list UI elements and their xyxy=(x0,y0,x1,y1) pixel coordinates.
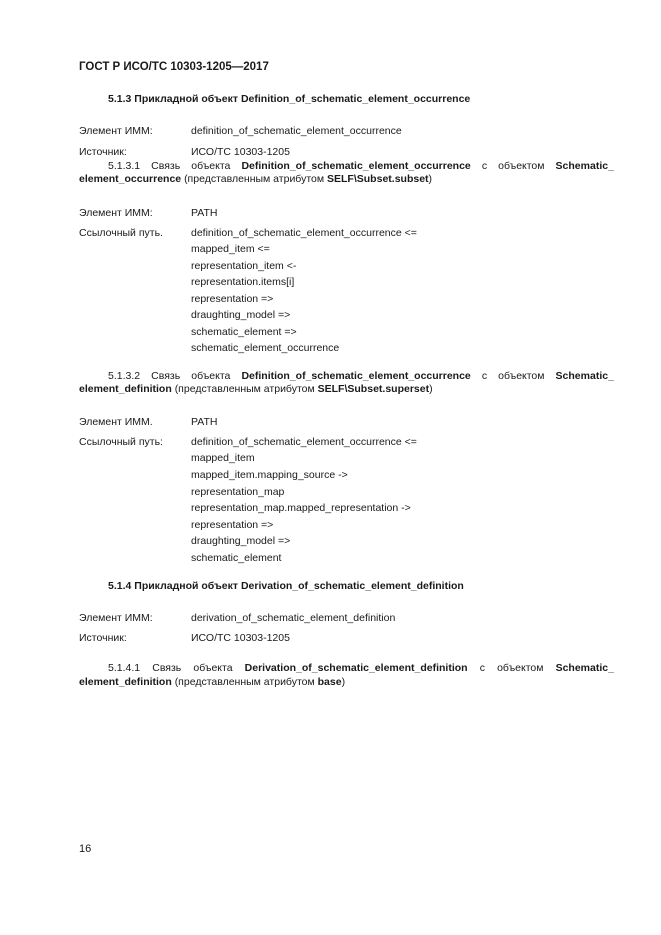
imm-label: Элемент ИММ: xyxy=(79,612,153,624)
paragraph-5-1-3-1-line1 xyxy=(108,160,614,172)
closing-paren: ) xyxy=(428,173,433,185)
path-line: schematic_element_occurrence xyxy=(191,342,340,354)
imm-label: Элемент ИММ: xyxy=(79,207,153,219)
word: объекта xyxy=(191,160,231,172)
path-line: schematic_element => xyxy=(191,326,297,338)
path-line: representation => xyxy=(191,293,274,305)
path-line: representation.items[i] xyxy=(191,276,295,288)
attribute-name: SELF\Subset.superset xyxy=(317,383,430,395)
word: с xyxy=(481,160,488,172)
source-label: Источник: xyxy=(79,632,127,644)
path-line: mapped_item <= xyxy=(191,243,270,255)
word: объектом xyxy=(497,662,544,674)
object-name: Definition_of_schematic_element_occurrence xyxy=(241,160,471,172)
reference-path-label: Ссылочный путь. xyxy=(79,227,163,239)
path-line: schematic_element xyxy=(191,552,282,564)
target-object-part2: element_definition xyxy=(79,383,172,395)
section-5-1-3-title: 5.1.3 Прикладной объект Definition_of_schematic_element_occurrence xyxy=(108,93,471,105)
target-object-part1: Schematic_ xyxy=(555,160,614,172)
imm-label: Элемент ИММ: xyxy=(79,125,153,137)
imm-value: PATH xyxy=(191,207,218,219)
paragraph-5-1-4-1-line2 xyxy=(79,676,614,688)
path-line: mapped_item xyxy=(191,452,255,464)
paragraph-5-1-4-1-line1 xyxy=(108,662,614,674)
attribute-name: SELF\Subset.subset xyxy=(327,173,429,185)
path-line: definition_of_schematic_element_occurrence <= xyxy=(191,436,417,448)
target-object-part2: element_definition xyxy=(79,676,172,688)
object-name: Derivation_of_schematic_element_definition xyxy=(244,662,468,674)
page-number: 16 xyxy=(79,843,92,855)
word: Связь xyxy=(151,160,181,172)
clause-number: 5.1.3.1 xyxy=(108,160,141,172)
word: с xyxy=(479,662,485,674)
path-line: mapped_item.mapping_source -> xyxy=(191,469,348,481)
reference-path-label: Ссылочный путь: xyxy=(79,436,163,448)
imm-value: derivation_of_schematic_element_definition xyxy=(191,612,396,624)
imm-value: PATH xyxy=(191,416,218,428)
paragraph-5-1-3-2-line1 xyxy=(108,370,614,382)
word: Связь xyxy=(152,662,182,674)
word: объектом xyxy=(498,370,545,382)
section-5-1-4-title: 5.1.4 Прикладной объект Derivation_of_schematic_element_definition xyxy=(108,580,464,592)
closing-paren: ) xyxy=(341,676,346,688)
attribute-name: base xyxy=(317,676,342,688)
clause-number: 5.1.3.2 xyxy=(108,370,141,382)
path-line: representation_map.mapped_representation -> xyxy=(191,502,411,514)
path-line: representation_item <- xyxy=(191,260,297,272)
path-line: representation => xyxy=(191,519,274,531)
target-object-part2: element_occurrence xyxy=(79,173,182,185)
clause-number: 5.1.4.1 xyxy=(108,662,141,674)
closing-paren: ) xyxy=(429,383,433,395)
source-label: Источник: xyxy=(79,146,127,158)
object-name: Definition_of_schematic_element_occurrence xyxy=(241,370,471,382)
document-header: ГОСТ Р ИСО/ТС 10303-1205—2017 xyxy=(79,61,269,73)
target-object-part1: Schematic_ xyxy=(555,370,614,382)
target-object-part1: Schematic_ xyxy=(555,662,614,674)
paragraph-5-1-3-1-line2 xyxy=(79,173,614,185)
path-line: draughting_model => xyxy=(191,309,291,321)
attribute-intro: (представленным атрибутом xyxy=(174,676,315,688)
word: объекта xyxy=(193,662,233,674)
path-line: definition_of_schematic_element_occurrence <= xyxy=(191,227,417,239)
attribute-intro: (представленным атрибутом xyxy=(174,383,315,395)
imm-label: Элемент ИММ. xyxy=(79,416,153,428)
word: Связь xyxy=(151,370,181,382)
word: с xyxy=(481,370,488,382)
path-line: representation_map xyxy=(191,486,285,498)
source-value: ИСО/ТС 10303-1205 xyxy=(191,146,290,158)
attribute-intro: (представленным атрибутом xyxy=(184,173,325,185)
word: объекта xyxy=(191,370,231,382)
word: объектом xyxy=(498,160,545,172)
source-value: ИСО/ТС 10303-1205 xyxy=(191,632,290,644)
paragraph-5-1-3-2-line2 xyxy=(79,383,614,395)
path-line: draughting_model => xyxy=(191,535,291,547)
imm-value: definition_of_schematic_element_occurrence xyxy=(191,125,402,137)
